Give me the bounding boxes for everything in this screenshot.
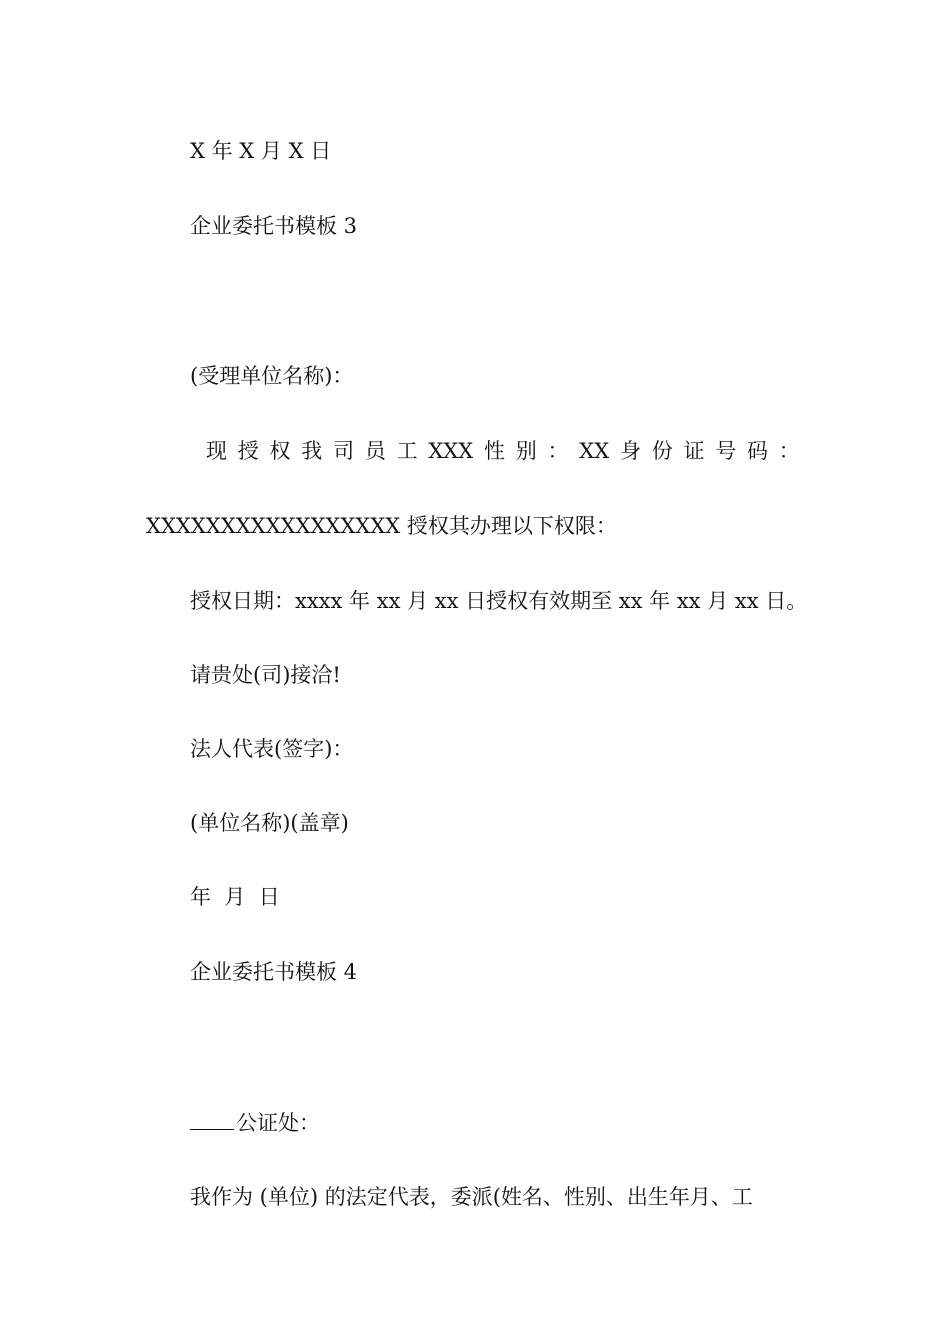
template3-title: 企业委托书模板 3 [190, 214, 358, 238]
notary-office-label: 公证处： [236, 1111, 320, 1135]
authorize-token: 员 [364, 439, 386, 463]
authorize-token: 权 [269, 439, 291, 463]
authorize-line [206, 437, 800, 465]
authorize-token: 份 [651, 439, 673, 463]
authorize-token: 我 [301, 439, 323, 463]
authorize-token: 司 [333, 439, 355, 463]
authorize-token: 性 [483, 439, 505, 463]
authorize-token: 工 [396, 439, 418, 463]
authorize-token: 身 [619, 439, 641, 463]
authorize-token: 号 [715, 439, 737, 463]
delegation-body-line: 我作为 (单位) 的法定代表，委派(姓名、性别、出生年月、工 [190, 1185, 753, 1209]
notary-office-line [190, 1109, 320, 1137]
authorize-token: 别 [515, 439, 537, 463]
unit-seal-line: (单位名称)(盖章) [190, 811, 349, 835]
id-number-line: XXXXXXXXXXXXXXXXX 授权其办理以下权限： [146, 514, 617, 538]
blank-underline [190, 1111, 234, 1130]
year-month-day-line: 年 月 日 [190, 885, 280, 909]
date-line: X 年 X 月 X 日 [190, 139, 332, 163]
request-line: 请贵处(司)接洽! [190, 663, 341, 687]
addressee-line: (受理单位名称)： [190, 364, 354, 388]
template4-title: 企业委托书模板 4 [190, 960, 358, 984]
authorize-token: 码 [747, 439, 769, 463]
authorize-token: ： [778, 439, 800, 463]
legal-representative-line: 法人代表(签字)： [190, 737, 354, 761]
authorize-token: 授 [237, 439, 259, 463]
authorize-token: ： [547, 439, 569, 463]
authorize-token: XX [579, 439, 610, 463]
authorize-token: 证 [683, 439, 705, 463]
authorization-date-line: 授权日期：xxxx 年 xx 月 xx 日授权有效期至 xx 年 xx 月 xx 日。 [190, 589, 808, 613]
authorize-token: 现 [206, 439, 227, 463]
authorize-token: XXX [428, 439, 474, 463]
